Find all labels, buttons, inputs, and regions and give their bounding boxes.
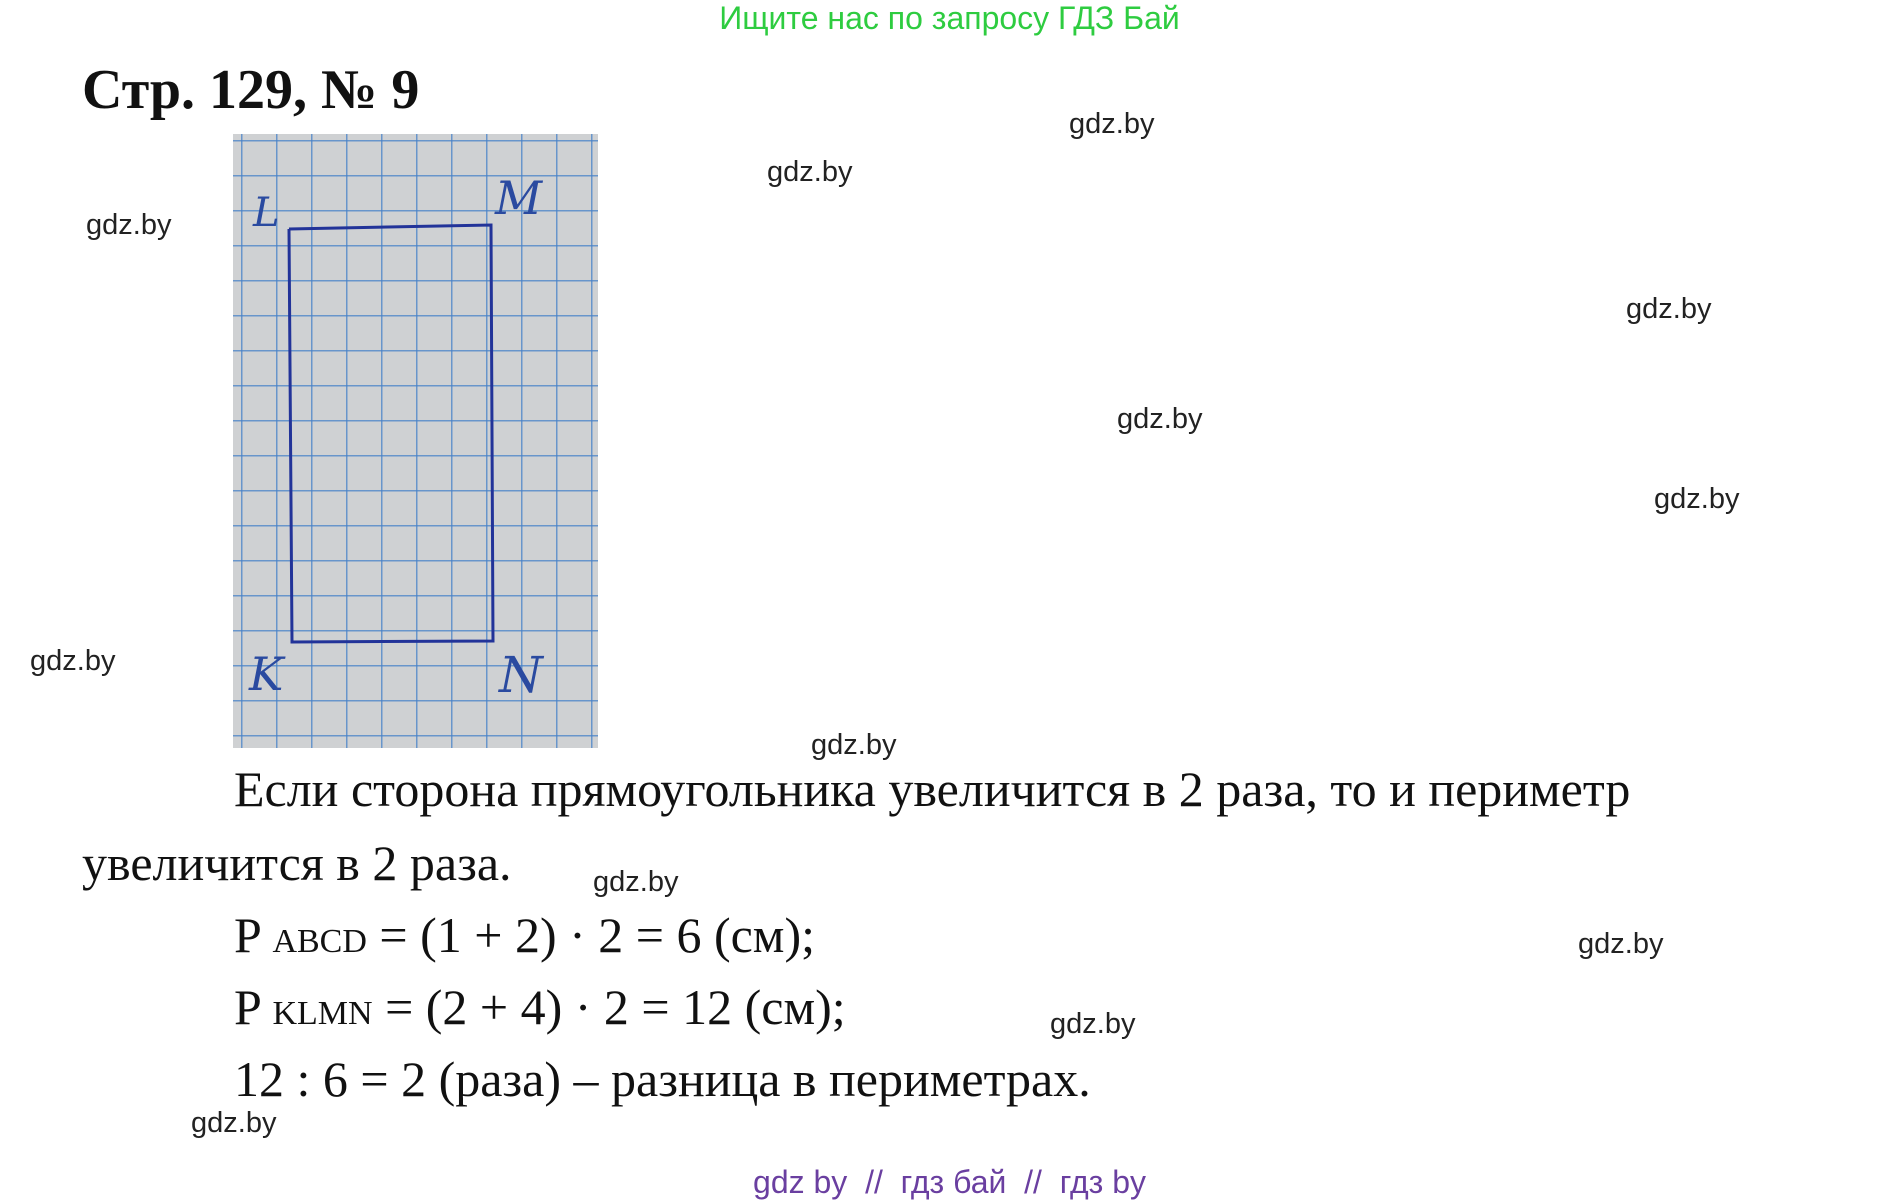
watermark: gdz.by xyxy=(593,866,679,898)
equation-rest: = (2 + 4) · 2 = 12 (см); xyxy=(385,979,846,1035)
watermark: gdz.by xyxy=(1654,483,1740,515)
equation-rest: = (1 + 2) · 2 = 6 (см); xyxy=(379,907,815,963)
footer-links: gdz by // гдз бай // гдз by xyxy=(753,1164,1146,1200)
watermark: gdz.by xyxy=(1626,293,1712,325)
equation-perimeter-abcd xyxy=(234,906,815,964)
watermark: gdz.by xyxy=(1117,403,1203,435)
rectangle-klmn xyxy=(289,225,493,642)
watermark: gdz.by xyxy=(191,1107,277,1139)
search-banner: Ищите нас по запросу ГДЗ Бай xyxy=(719,0,1180,36)
equation-perimeter-klmn xyxy=(234,978,846,1036)
watermark: gdz.by xyxy=(30,645,116,677)
label-top-left: L xyxy=(253,190,280,236)
page-title: Стр. 129, № 9 xyxy=(82,59,420,121)
watermark: gdz.by xyxy=(1578,928,1664,960)
perimeter-symbol: P xyxy=(234,907,260,963)
label-top-right: M xyxy=(495,171,543,225)
solution-line-1: Если сторона прямоугольника увеличится в 2 раза, то и периметр xyxy=(234,761,1631,817)
watermark: gdz.by xyxy=(86,209,172,241)
watermark: gdz.by xyxy=(1050,1008,1136,1040)
rectangle-drawing-photo xyxy=(233,134,598,748)
watermark: gdz.by xyxy=(1069,108,1155,140)
watermark: gdz.by xyxy=(811,729,897,761)
solution-line-2: увеличится в 2 раза. xyxy=(82,835,512,891)
perimeter-symbol: P xyxy=(234,979,260,1035)
perimeter-subscript: ABCD xyxy=(272,923,367,960)
watermark: gdz.by xyxy=(767,156,853,188)
rectangle-drawing xyxy=(233,134,598,748)
perimeter-subscript: KLMN xyxy=(272,995,373,1032)
label-bottom-right: N xyxy=(499,646,543,704)
equation-ratio: 12 : 6 = 2 (раза) – разница в периметрах. xyxy=(234,1051,1091,1107)
label-bottom-left: K xyxy=(249,647,284,701)
